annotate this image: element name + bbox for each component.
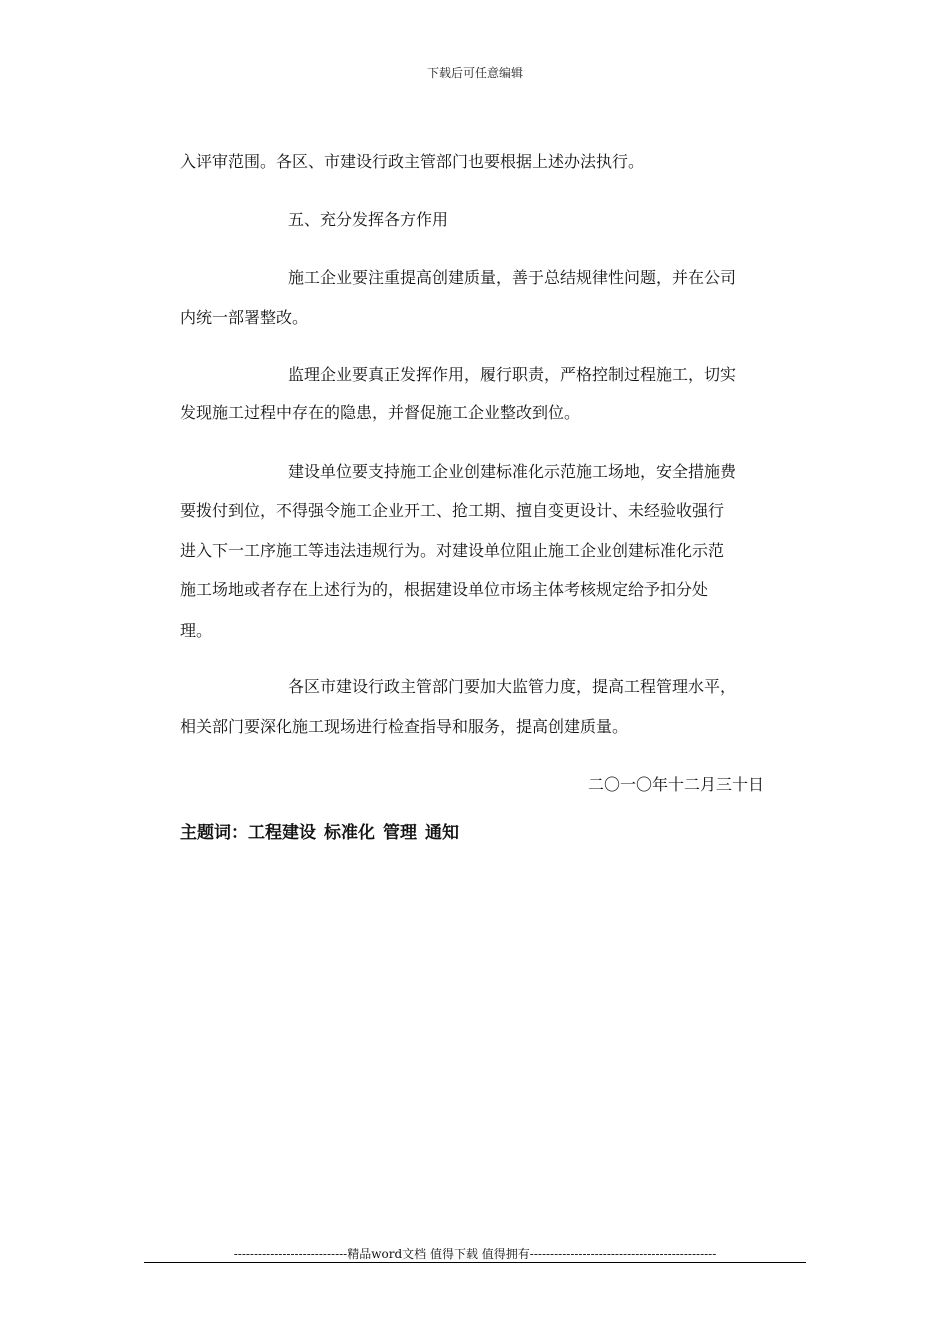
paragraph-line: 相关部门要深化施工现场进行检查指导和服务，提高创建质量。 bbox=[180, 717, 629, 736]
page-footer: ----------------------------精品word文档 值得下载 值得拥有---------------------------------------------- bbox=[233, 1247, 717, 1261]
paragraph-line: 施工企业要注重提高创建质量，善于总结规律性问题，并在公司 bbox=[288, 268, 737, 287]
paragraph-line: 进入下一工序施工等违法违规行为。对建设单位阻止施工企业创建标准化示范 bbox=[180, 541, 725, 560]
keyword: 标准化 bbox=[324, 823, 375, 843]
paragraph-line: 建设单位要支持施工企业创建标准化示范施工场地，安全措施费 bbox=[288, 462, 737, 481]
keywords-label: 主题词： bbox=[180, 823, 248, 843]
keyword: 管理 bbox=[383, 823, 417, 843]
paragraph-line: 内统一部署整改。 bbox=[180, 308, 309, 327]
section-heading: 五、充分发挥各方作用 bbox=[288, 210, 449, 229]
paragraph-line: 各区市建设行政主管部门要加大监管力度，提高工程管理水平， bbox=[288, 677, 737, 696]
subject-keywords bbox=[180, 822, 459, 844]
keyword: 通知 bbox=[425, 823, 459, 843]
paragraph-line: 理。 bbox=[180, 621, 213, 640]
paragraph-line: 要拨付到位，不得强令施工企业开工、抢工期、擅自变更设计、未经验收强行 bbox=[180, 501, 725, 520]
paragraph-line: 施工场地或者存在上述行为的，根据建设单位市场主体考核规定给予扣分处 bbox=[180, 580, 709, 599]
paragraph-line: 入评审范围。各区、市建设行政主管部门也要根据上述办法执行。 bbox=[180, 152, 645, 171]
page-header: 下载后可任意编辑 bbox=[426, 66, 523, 80]
footer-divider bbox=[144, 1262, 806, 1263]
document-date: 二〇一〇年十二月三十日 bbox=[587, 775, 764, 794]
paragraph-line: 发现施工过程中存在的隐患，并督促施工企业整改到位。 bbox=[180, 403, 581, 422]
paragraph-line: 监理企业要真正发挥作用，履行职责，严格控制过程施工，切实 bbox=[288, 365, 737, 384]
keyword: 工程建设 bbox=[248, 823, 316, 843]
